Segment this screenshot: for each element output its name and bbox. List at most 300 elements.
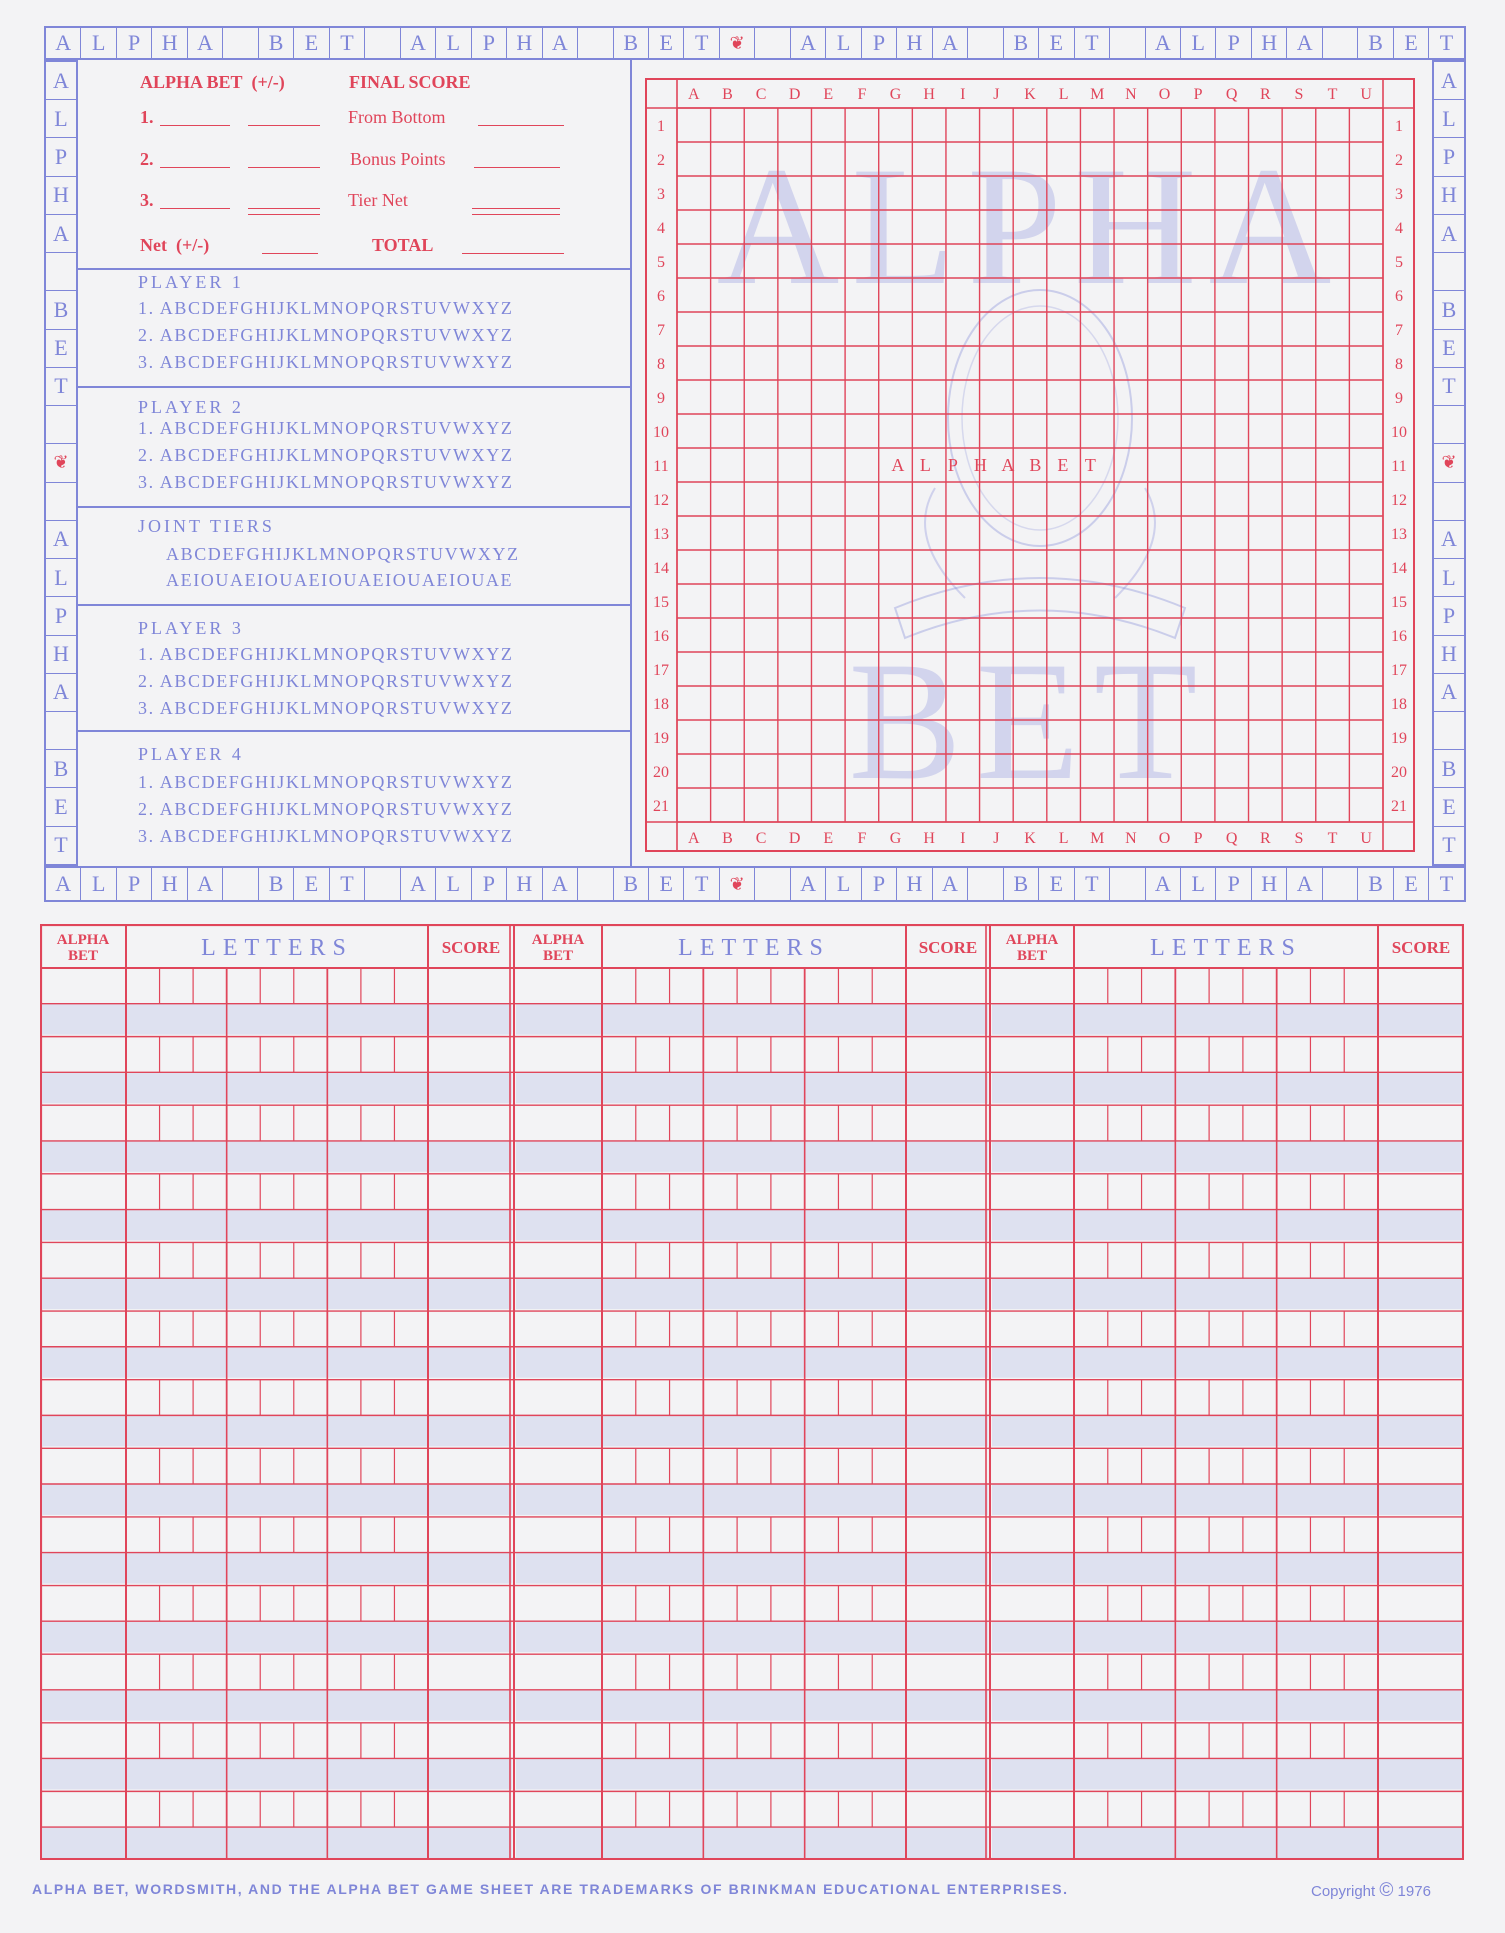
table-shaded-row (992, 1621, 1462, 1652)
border-letter: L (826, 28, 861, 58)
table-shaded-row (992, 1141, 1462, 1172)
border-letter: A (46, 521, 76, 559)
table-shaded-row (516, 1141, 988, 1172)
center-word-letter: B (1029, 455, 1044, 475)
grid-column-label-bottom: Q (1225, 830, 1238, 847)
panel-divider (630, 60, 632, 866)
crest-seal-icon (948, 290, 1132, 546)
border-letter: P (472, 868, 507, 900)
border-letter: A (791, 28, 826, 58)
grid-row-label-left: 8 (657, 356, 665, 373)
grid-row-label-left: 2 (657, 152, 665, 169)
border-letter (365, 28, 400, 58)
grid-column-label-top: N (1125, 86, 1137, 103)
grid-row-label-right: 9 (1395, 390, 1403, 407)
grid-column-label-top: C (755, 86, 767, 103)
header-score: SCORE (441, 938, 501, 957)
table-shaded-row (516, 1210, 988, 1241)
border-letter: E (1434, 788, 1464, 826)
border-letter: E (1434, 330, 1464, 368)
border-letter: E (294, 28, 329, 58)
grid-column-label-top: J (993, 86, 1000, 103)
table-shaded-row (992, 1553, 1462, 1584)
table-shaded-row (992, 1347, 1462, 1378)
section-divider (78, 604, 630, 606)
border-letter: P (1216, 28, 1251, 58)
border-letter: E (1039, 868, 1074, 900)
border-letter: H (46, 177, 76, 215)
border-letter (1434, 483, 1464, 521)
center-word-letter: L (919, 455, 933, 475)
border-letter: L (81, 868, 116, 900)
border-letter: B (1004, 28, 1039, 58)
border-strip-top (44, 26, 1466, 60)
player-4-row-3: 3. ABCDEFGHIJKLMNOPQRSTUVWXYZ (138, 826, 514, 846)
table-shaded-row (992, 1072, 1462, 1103)
border-letter: L (46, 100, 76, 138)
grid-column-label-top: Q (1225, 86, 1238, 103)
table-shaded-row (516, 1004, 988, 1035)
border-letter: B (1434, 750, 1464, 788)
table-shaded-row (992, 1690, 1462, 1721)
final-row-label: From Bottom (348, 107, 446, 127)
border-letter: P (46, 597, 76, 635)
border-letter (578, 868, 613, 900)
grid-column-label-bottom: M (1090, 830, 1105, 847)
score-row-label: 2. (140, 149, 154, 169)
grid-row-label-right: 12 (1391, 492, 1407, 509)
table-shaded-row (42, 1278, 512, 1309)
crest-laurel-icon (925, 488, 1155, 598)
table-shaded-row (42, 1210, 512, 1241)
border-letter: P (472, 28, 507, 58)
score-blank[interactable] (160, 167, 230, 168)
grid-column-label-bottom: O (1158, 830, 1171, 847)
total-label: TOTAL (372, 235, 434, 255)
grid-row-label-right: 1 (1395, 118, 1403, 135)
grid-column-label-top: K (1024, 86, 1036, 103)
grid-column-label-top: G (889, 86, 902, 103)
grid-column-label-top: O (1158, 86, 1171, 103)
grid-column-label-top: M (1090, 86, 1105, 103)
border-letter: T (684, 868, 719, 900)
grid-column-label-bottom: P (1193, 830, 1203, 847)
border-letter (1323, 28, 1358, 58)
player-4-row-2: 2. ABCDEFGHIJKLMNOPQRSTUVWXYZ (138, 799, 514, 819)
header-alpha: ALPHA (56, 932, 110, 948)
grid-row-label-right: 4 (1395, 220, 1403, 237)
border-letter: A (1434, 521, 1464, 559)
joint-tiers-row-2: AEIOUAEIOUAEIOUAEIOUAEIOUAE (166, 570, 514, 590)
border-letter: B (259, 868, 294, 900)
grid-column-label-bottom: T (1327, 830, 1338, 847)
grid-row-label-left: 11 (653, 458, 669, 475)
header-letters: LETTERS (1150, 935, 1302, 961)
grid-column-label-bottom: D (788, 830, 801, 847)
grid-column-label-bottom: E (823, 830, 834, 847)
border-letter: L (46, 559, 76, 597)
border-letter: B (46, 291, 76, 329)
border-letter: P (862, 28, 897, 58)
border-strip-bottom (44, 866, 1466, 902)
player-1-row-1: 1. ABCDEFGHIJKLMNOPQRSTUVWXYZ (138, 298, 514, 318)
center-word-letter: P (947, 455, 960, 475)
grid-column-label-bottom: A (688, 830, 700, 847)
emblem-icon: ❦ (46, 444, 76, 482)
grid-row-label-right: 10 (1391, 424, 1407, 441)
border-letter: E (294, 868, 329, 900)
emblem-icon: ❦ (720, 28, 755, 58)
grid-column-label-top: F (857, 86, 867, 103)
border-letter: H (46, 636, 76, 674)
final-blank[interactable] (474, 167, 560, 168)
grid-column-label-top: L (1058, 86, 1069, 103)
table-shaded-row (42, 1141, 512, 1172)
table-shaded-row (42, 1484, 512, 1515)
border-letter: T (1434, 368, 1464, 406)
grid-row-label-right: 5 (1395, 254, 1403, 271)
border-letter: E (46, 330, 76, 368)
header-bet: BET (542, 948, 574, 964)
border-letter: L (1181, 28, 1216, 58)
border-letter: T (1442, 832, 1456, 858)
table-shaded-row (42, 1690, 512, 1721)
joint-tiers-title: JOINT TIERS (138, 516, 275, 536)
table-shaded-row (516, 1621, 988, 1652)
player-2-title: PLAYER 2 (138, 397, 244, 417)
border-letter: E (649, 28, 684, 58)
watermark-bet: BET (848, 627, 1212, 815)
player-1-row-2: 2. ABCDEFGHIJKLMNOPQRSTUVWXYZ (138, 325, 514, 345)
player-3-row-1: 1. ABCDEFGHIJKLMNOPQRSTUVWXYZ (138, 644, 514, 664)
final-blank[interactable] (478, 125, 564, 126)
border-letter: H (507, 868, 542, 900)
copyright: Copyright © 1976 (1311, 1880, 1431, 1901)
border-letter: A (1146, 868, 1181, 900)
grid-row-label-left: 15 (653, 594, 669, 611)
table-shaded-row (992, 1004, 1462, 1035)
center-word-letter: H (973, 455, 989, 475)
trademark-notice: ALPHA BET, WORDSMITH, AND THE ALPHA BET GAME SHEET ARE TRADEMARKS OF BRINKMAN EDUCATIONAL ENTERPRISES. (32, 1881, 1069, 1897)
border-letter: B (614, 28, 649, 58)
grid-column-label-bottom: U (1360, 830, 1372, 847)
player-2-row-1: 1. ABCDEFGHIJKLMNOPQRSTUVWXYZ (138, 418, 514, 438)
border-letter: H (152, 28, 187, 58)
border-letter: A (46, 62, 76, 100)
net-blank[interactable] (262, 253, 318, 254)
border-letter: T (54, 832, 68, 858)
section-divider (78, 268, 630, 270)
player-3-title: PLAYER 3 (138, 618, 244, 638)
border-letter (223, 28, 258, 58)
grid-column-label-top: R (1259, 86, 1271, 103)
border-letter: H (1252, 868, 1287, 900)
border-letter (755, 868, 790, 900)
score-blank[interactable] (248, 208, 320, 209)
header-alpha: ALPHA (1005, 932, 1059, 948)
table-shaded-row (516, 1827, 988, 1858)
table-shaded-row (516, 1415, 988, 1446)
grid-row-label-right: 13 (1391, 526, 1407, 543)
grid-row-label-left: 7 (657, 322, 665, 339)
final-row-label: Tier Net (348, 190, 408, 210)
table-shaded-row (516, 1347, 988, 1378)
border-letter: B (614, 868, 649, 900)
table-shaded-row (42, 1758, 512, 1789)
border-letter (1434, 712, 1464, 750)
grid-row-label-right: 19 (1391, 730, 1407, 747)
border-letter (1434, 253, 1464, 291)
border-letter: H (1434, 177, 1464, 215)
grid-column-label-top: A (688, 86, 700, 103)
border-letter: P (1216, 868, 1251, 900)
border-letter: T (330, 28, 365, 58)
border-letter (1110, 868, 1145, 900)
grid-row-label-left: 17 (653, 662, 669, 679)
table-shaded-row (516, 1278, 988, 1309)
grid-column-label-bottom: G (889, 830, 902, 847)
border-letter (1110, 28, 1145, 58)
border-letter: A (1434, 215, 1464, 253)
border-letter: T (1075, 28, 1110, 58)
border-letter (365, 868, 400, 900)
grid-column-label-bottom: N (1125, 830, 1137, 847)
border-letter: L (826, 868, 861, 900)
border-letter: A (46, 674, 76, 712)
grid-row-label-left: 14 (653, 560, 669, 577)
header-score: SCORE (1391, 938, 1451, 957)
score-row-label: 3. (140, 190, 154, 210)
grid-row-label-left: 16 (653, 628, 669, 645)
border-letter: L (436, 28, 471, 58)
player-2-row-3: 3. ABCDEFGHIJKLMNOPQRSTUVWXYZ (138, 472, 514, 492)
header-letters: LETTERS (678, 935, 830, 961)
border-letter: E (1039, 28, 1074, 58)
grid-column-label-bottom: J (993, 830, 1000, 847)
emblem-icon: ❦ (720, 868, 755, 900)
border-letter: A (188, 28, 223, 58)
grid-row-label-right: 7 (1395, 322, 1403, 339)
border-letter: A (933, 28, 968, 58)
border-letter: A (46, 868, 81, 900)
border-letter: A (791, 868, 826, 900)
grid-row-label-right: 20 (1391, 764, 1407, 781)
border-letter: L (81, 28, 116, 58)
watermark-alpha: ALPHA (716, 132, 1344, 320)
border-letter: B (1358, 868, 1393, 900)
player-3-row-2: 2. ABCDEFGHIJKLMNOPQRSTUVWXYZ (138, 671, 514, 691)
score-blank[interactable] (160, 125, 230, 126)
border-letter: T (330, 868, 365, 900)
border-letter: T (1075, 868, 1110, 900)
border-letter (968, 868, 1003, 900)
header-letters: LETTERS (201, 935, 353, 961)
score-blank[interactable] (160, 208, 230, 209)
score-panel (78, 60, 630, 863)
border-letter: L (436, 868, 471, 900)
border-letter: A (933, 868, 968, 900)
grid-column-label-bottom: B (722, 830, 733, 847)
score-row-label: 1. (140, 107, 154, 127)
table-shaded-row (516, 1553, 988, 1584)
border-letter: A (1434, 62, 1464, 100)
border-letter (578, 28, 613, 58)
table-shaded-row (992, 1827, 1462, 1858)
border-letter: E (1394, 28, 1429, 58)
border-letter (46, 483, 76, 521)
total-blank[interactable] (462, 253, 564, 254)
header-bet: BET (1016, 948, 1048, 964)
final-blank-double (472, 214, 560, 215)
border-letter: H (1434, 636, 1464, 674)
grid-column-label-top: B (722, 86, 733, 103)
grid-row-label-right: 16 (1391, 628, 1407, 645)
table-shaded-row (516, 1072, 988, 1103)
grid-row-label-right: 15 (1391, 594, 1407, 611)
border-letter: A (401, 868, 436, 900)
header-score: SCORE (918, 938, 978, 957)
table-shaded-row (992, 1278, 1462, 1309)
table-shaded-row (516, 1758, 988, 1789)
grid-column-label-top: E (823, 86, 834, 103)
word-score-table (40, 924, 1464, 1860)
crest-seal-inner (962, 306, 1118, 530)
border-letter (223, 868, 258, 900)
center-word-letter: E (1057, 455, 1071, 475)
border-letter (1434, 406, 1464, 444)
grid-column-label-top: T (1327, 86, 1338, 103)
border-letter: P (117, 868, 152, 900)
grid-row-label-left: 20 (653, 764, 669, 781)
border-letter: B (1434, 291, 1464, 329)
grid-column-label-bottom: S (1294, 830, 1304, 847)
table-shaded-row (42, 1072, 512, 1103)
player-2-row-2: 2. ABCDEFGHIJKLMNOPQRSTUVWXYZ (138, 445, 514, 465)
game-grid (645, 78, 1415, 852)
grid-column-label-bottom: H (923, 830, 935, 847)
grid-row-label-right: 14 (1391, 560, 1407, 577)
grid-column-label-top: U (1360, 86, 1372, 103)
border-letter: H (897, 868, 932, 900)
final-blank[interactable] (472, 208, 560, 209)
border-letter: P (1434, 597, 1464, 635)
grid-column-label-bottom: R (1259, 830, 1271, 847)
player-1-title: PLAYER 1 (138, 272, 244, 292)
border-letter (46, 406, 76, 444)
border-letter: E (46, 788, 76, 826)
score-blank[interactable] (248, 125, 320, 126)
grid-column-label-bottom: K (1024, 830, 1036, 847)
center-word-letter: A (891, 455, 907, 475)
table-shaded-row (42, 1004, 512, 1035)
border-letter: H (507, 28, 542, 58)
border-letter: E (1394, 868, 1429, 900)
border-letter: B (259, 28, 294, 58)
border-letter: E (649, 868, 684, 900)
header-bet: BET (67, 948, 99, 964)
grid-row-label-left: 5 (657, 254, 665, 271)
table-shaded-row (992, 1758, 1462, 1789)
grid-row-label-right: 18 (1391, 696, 1407, 713)
table-shaded-row (42, 1415, 512, 1446)
emblem-icon: ❦ (1434, 444, 1464, 482)
grid-row-label-left: 19 (653, 730, 669, 747)
grid-row-label-right: 17 (1391, 662, 1407, 679)
center-word-letter: T (1084, 455, 1098, 475)
border-letter: A (1287, 28, 1322, 58)
border-letter: B (1004, 868, 1039, 900)
grid-row-label-right: 6 (1395, 288, 1403, 305)
table-shaded-row (992, 1415, 1462, 1446)
net-label: Net (+/-) (140, 235, 210, 255)
border-letter: T (46, 368, 76, 406)
player-3-row-3: 3. ABCDEFGHIJKLMNOPQRSTUVWXYZ (138, 698, 514, 718)
grid-row-label-right: 21 (1391, 798, 1407, 815)
border-letter: H (1252, 28, 1287, 58)
grid-row-label-left: 18 (653, 696, 669, 713)
border-letter (968, 28, 1003, 58)
border-letter: A (1287, 868, 1322, 900)
alpha-bet-score-title: ALPHA BET (+/-) (140, 72, 285, 92)
border-letter: L (1434, 100, 1464, 138)
border-letter (46, 253, 76, 291)
grid-row-label-left: 12 (653, 492, 669, 509)
border-letter: A (401, 28, 436, 58)
grid-column-label-bottom: F (857, 830, 867, 847)
border-letter: L (1434, 559, 1464, 597)
table-shaded-row (42, 1827, 512, 1858)
grid-column-label-bottom: L (1058, 830, 1069, 847)
score-blank-double (248, 214, 320, 215)
grid-column-label-top: S (1294, 86, 1304, 103)
table-shaded-row (992, 1210, 1462, 1241)
border-letter: A (1434, 674, 1464, 712)
table-shaded-row (516, 1690, 988, 1721)
grid-column-label-bottom: C (755, 830, 767, 847)
border-letter: P (862, 868, 897, 900)
center-word-letter: A (1001, 455, 1017, 475)
grid-row-label-left: 13 (653, 526, 669, 543)
border-letter: A (46, 28, 81, 58)
grid-row-label-right: 2 (1395, 152, 1403, 169)
grid-row-label-right: 8 (1395, 356, 1403, 373)
final-score-title: FINAL SCORE (349, 72, 471, 92)
border-letter: T (684, 28, 719, 58)
score-blank[interactable] (248, 167, 320, 168)
border-letter (1323, 868, 1358, 900)
border-letter (755, 28, 790, 58)
border-letter: A (46, 215, 76, 253)
grid-row-label-right: 3 (1395, 186, 1403, 203)
grid-column-label-top: I (960, 86, 966, 103)
border-letter: H (897, 28, 932, 58)
border-strip-right (1432, 60, 1466, 866)
table-shaded-row (516, 1484, 988, 1515)
grid-row-label-left: 1 (657, 118, 665, 135)
border-strip-left (44, 60, 78, 866)
border-letter: H (152, 868, 187, 900)
border-letter: A (543, 868, 578, 900)
joint-tiers-row-1: ABCDEFGHIJKLMNOPQRSTUVWXYZ (166, 544, 520, 564)
border-letter: L (1181, 868, 1216, 900)
grid-row-label-left: 21 (653, 798, 669, 815)
border-letter: P (117, 28, 152, 58)
section-divider (78, 730, 630, 732)
table-shaded-row (992, 1484, 1462, 1515)
table-shaded-row (42, 1347, 512, 1378)
border-letter (46, 712, 76, 750)
border-letter: A (543, 28, 578, 58)
